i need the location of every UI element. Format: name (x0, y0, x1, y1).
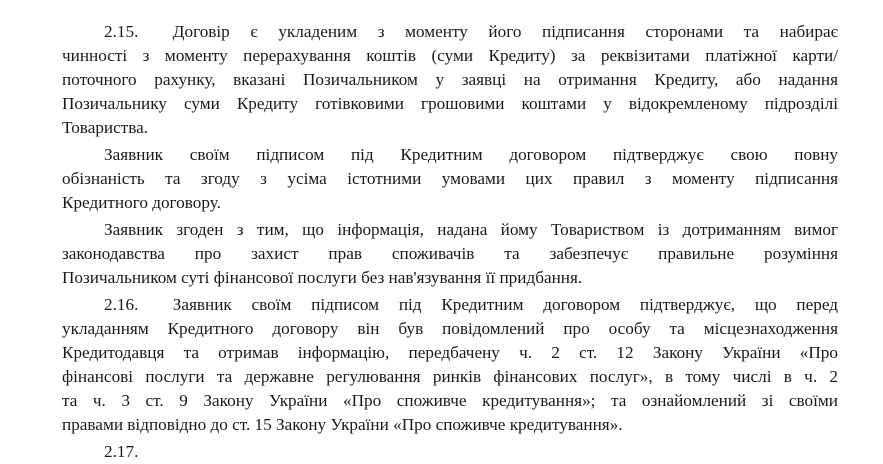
paragraph-consent-line-1: Заявник згоден з тим, що інформація, надана йому Товариством із дотриманням вимог (104, 220, 838, 239)
clause-2-16-line-6: правами відповідно до ст. 15 Закону України «Про споживче кредитування». (62, 415, 623, 434)
clause-2-16-line-3: Кредитодавця та отримав інформацію, передбачену ч. 2 ст. 12 Закону України «Про (62, 343, 838, 362)
clause-2-16-line-2: укладанням Кредитного договору він був повідомлений про особу та місцезнаходження (62, 319, 838, 338)
clause-2-15-line-2: чинності з моменту перерахування коштів (суми Кредиту) за реквізитами платіжної карти/ (62, 46, 838, 65)
clause-2-15-line-4: Позичальнику суми Кредиту готівковими грошовими коштами у відокремленому підрозділі (62, 94, 838, 113)
clause-2-16-line-4: фінансові послуги та державне регулювання ринків фінансових послуг», в тому числі в ч. 2 (62, 367, 838, 386)
clause-2-16-line-5: та ч. 3 ст. 9 Закону України «Про споживче кредитування»; та ознайомлений зі своїми (62, 391, 838, 410)
paragraph-consent-line-2: законодавства про захист прав споживачів та забезпечує правильне розуміння (62, 244, 838, 263)
paragraph-consent-line-3: Позичальником суті фінансової послуги без нав'язування її придбання. (62, 268, 583, 287)
clause-2-16-line-1: 2.16. Заявник своїм підписом під Кредитним договором підтверджує, що перед (104, 295, 838, 314)
clause-2-15-line-1: 2.15. Договір є укладеним з моменту його підписання сторонами та набирає (104, 22, 838, 41)
clause-2-17-number: 2.17. (104, 442, 139, 461)
clause-2-17-cut-off-line (104, 440, 838, 461)
clause-2-15-line-5: Товариства. (62, 118, 149, 137)
paragraph-signature-line-3: Кредитного договору. (62, 193, 221, 212)
clause-2-15-line-3: поточного рахунку, вказані Позичальником у заявці на отримання Кредиту, або надання (62, 70, 838, 89)
paragraph-signature-line-2: обізнаність та згоду з усіма істотними умовами цих правил з моменту підписання (62, 169, 838, 188)
paragraph-signature-line-1: Заявник своїм підписом під Кредитним договором підтверджує свою повну (104, 145, 838, 164)
